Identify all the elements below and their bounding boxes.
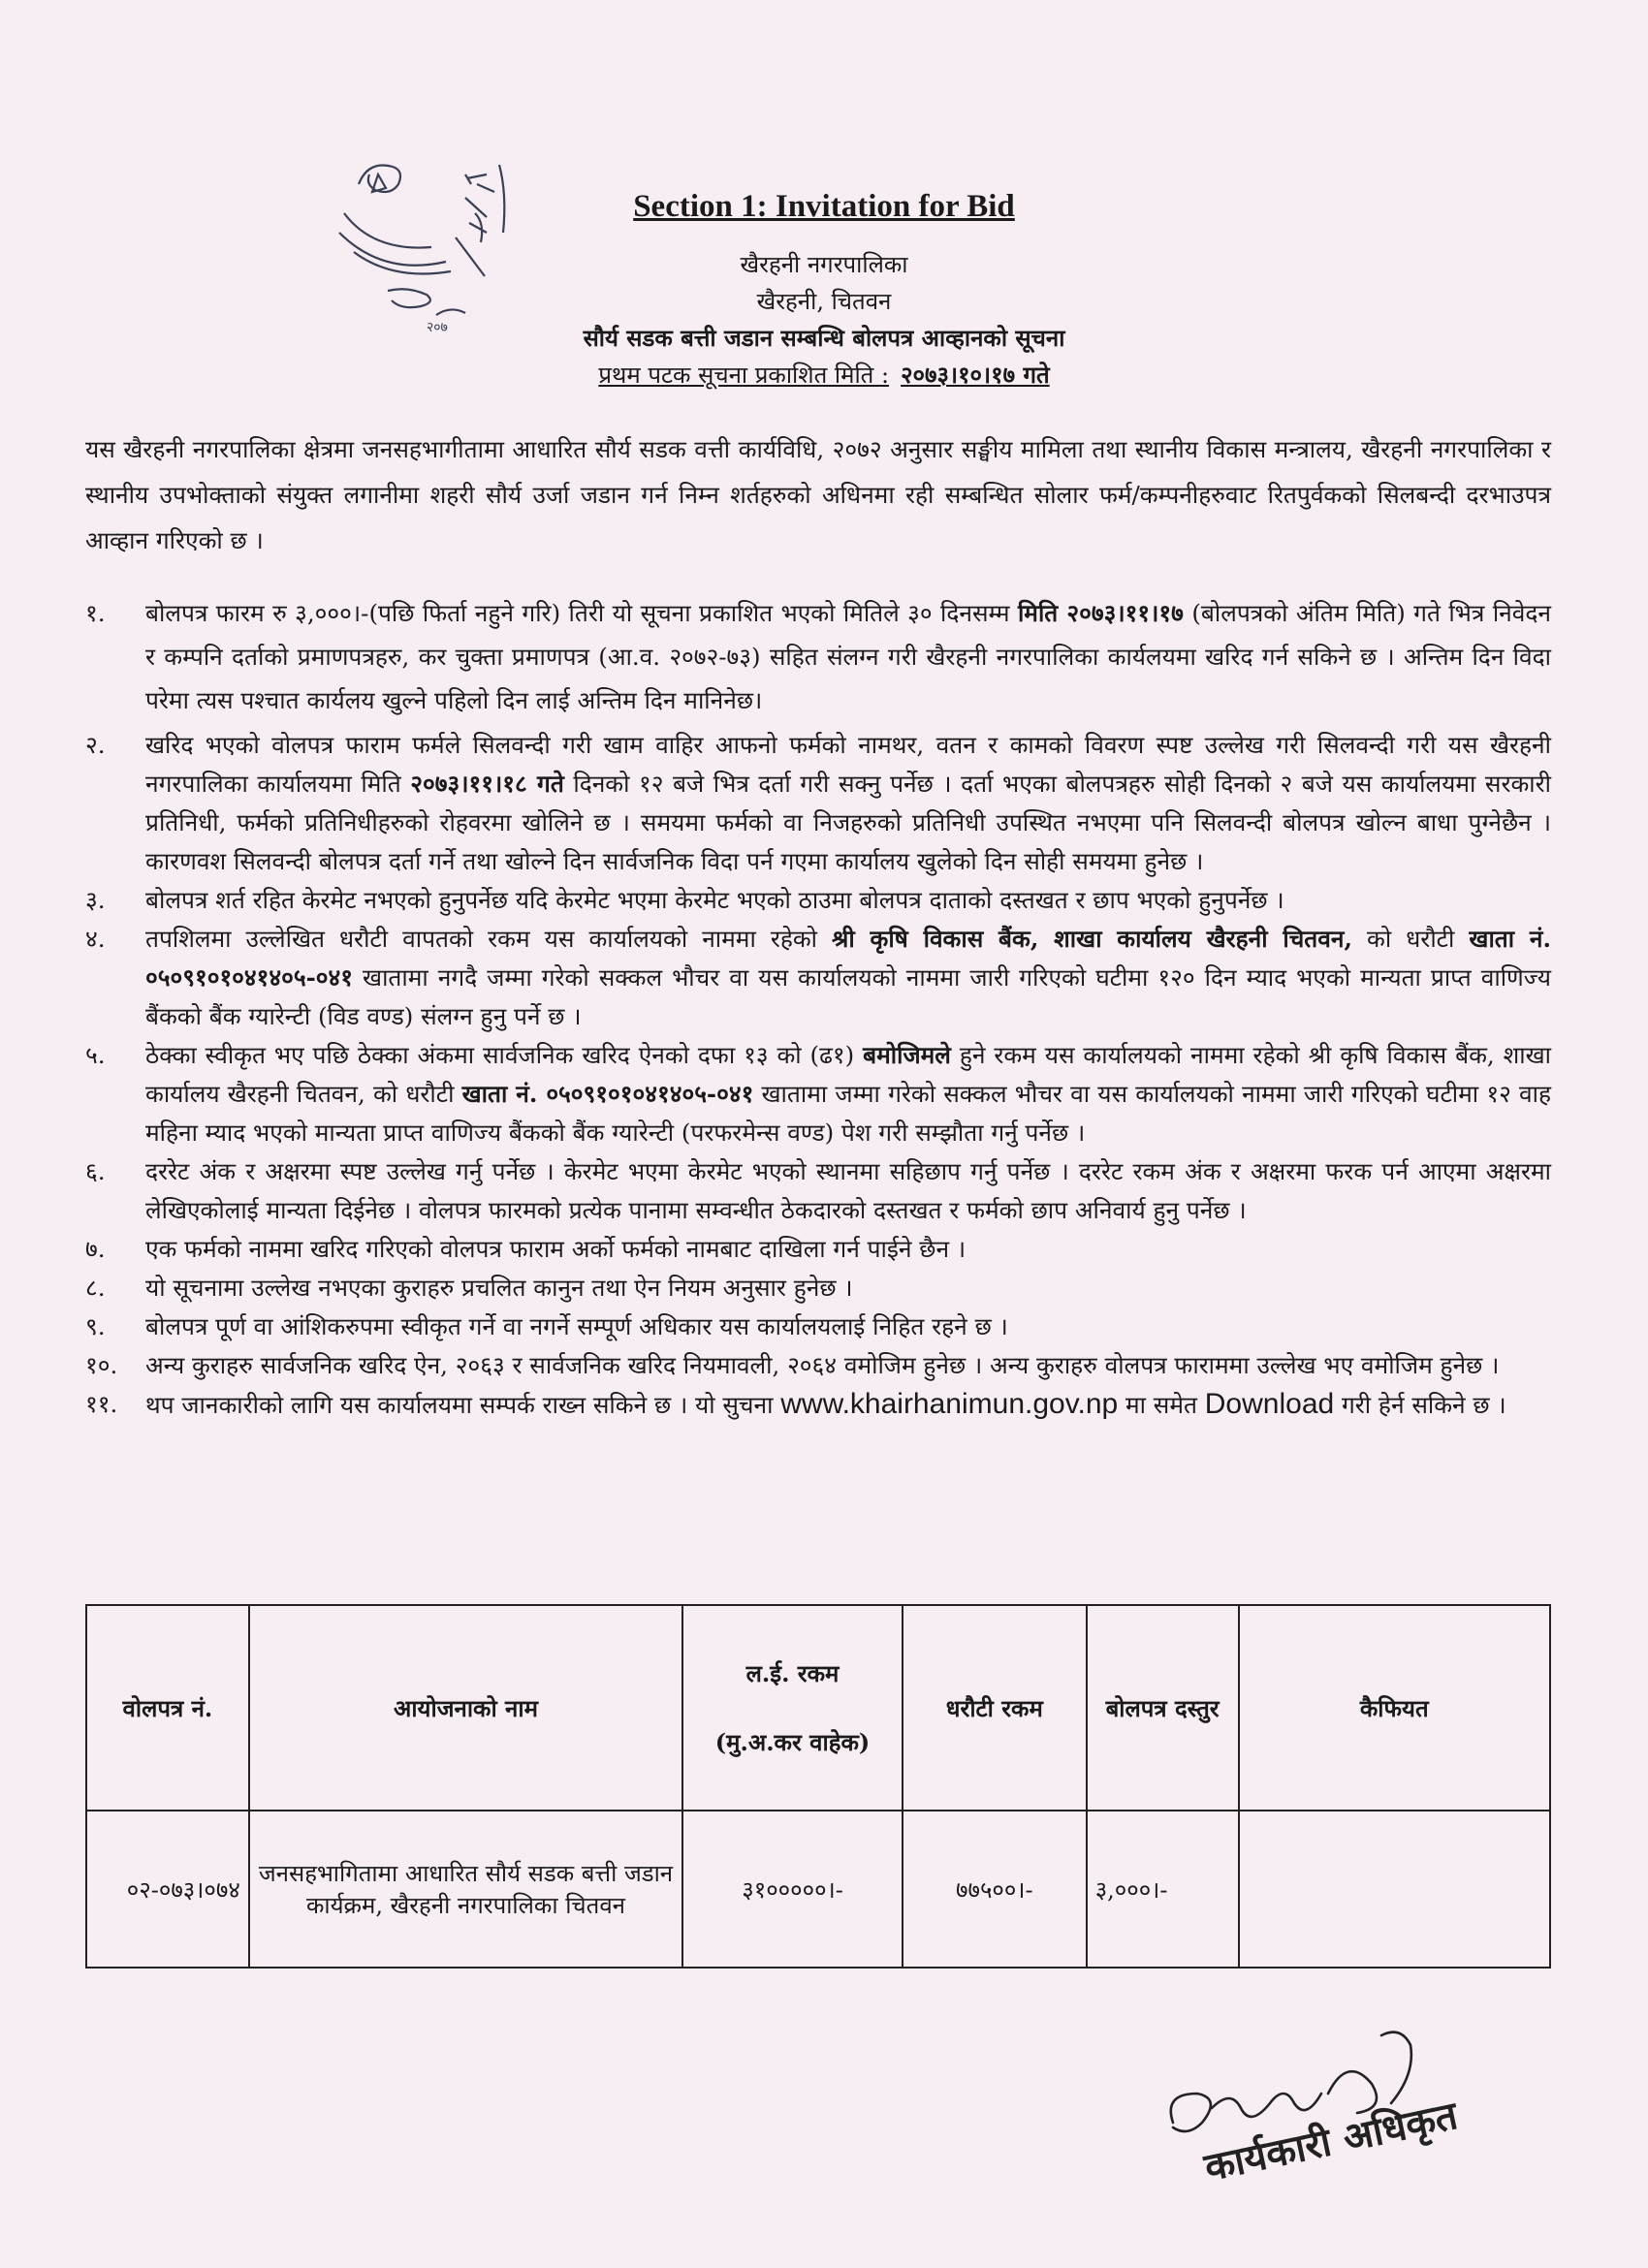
table-header-row	[86, 1605, 1550, 1811]
intro-paragraph: यस खैरहनी नगरपालिका क्षेत्रमा जनसहभागीतामा आधारित सौर्य सडक वत्ती कार्यविधि, २०७२ अनुसार सङ्घीय मामिला तथा स्थानीय विकास मन्त्रालय, खैरहनी नगरपालिका र स्थानीय उपभोक्ताको संयुक्त लगानीमा शहरी सौर्य उर्जा जडान गर्न निम्न शर्तहरुको अधिनमा रही सम्बन्धित सोलार फर्म/कम्पनीहरुवाट रितपुर्वकको सिलबन्दी दरभाउपत्र आव्हान गरिएको छ ।	[85, 435, 1551, 554]
publish-date-label: प्रथम पटक सूचना प्रकाशित मिति :	[598, 362, 890, 389]
terms-list	[85, 591, 1551, 1425]
item-number: १०.	[85, 1351, 118, 1379]
cell-project: जनसहभागितामा आधारित सौर्य सडक बत्ती जडान कार्यक्रम, खैरहनी नगरपालिका चितवन	[249, 1811, 682, 1968]
cell-bid-no: ०२-०७३।०७४	[86, 1811, 249, 1968]
cell-fee: ३,०००।-	[1087, 1811, 1239, 1968]
list-item	[85, 1346, 1551, 1385]
col-bid-no: वोलपत्र नं.	[86, 1605, 249, 1811]
item-number: ९.	[85, 1312, 106, 1340]
item-number: ६.	[85, 1157, 106, 1185]
svg-text:२०७: २०७	[427, 320, 448, 335]
cell-deposit: ७७५००।-	[903, 1811, 1087, 1968]
org-name: खैरहनी नगरपालिका	[740, 251, 908, 278]
item-number: ४.	[85, 925, 106, 953]
list-item	[85, 1036, 1551, 1152]
item-number: ५.	[85, 1041, 106, 1069]
list-item	[85, 881, 1551, 920]
list-item	[85, 591, 1551, 722]
item-text: यो सूचनामा उल्लेख नभएका कुराहरु प्रचलित कानुन तथा ऐन नियम अनुसार हुनेछ ।	[145, 1274, 853, 1302]
table-row	[86, 1811, 1550, 1968]
list-item	[85, 1152, 1551, 1230]
org-location: खैरहनी, चितवन	[756, 288, 892, 315]
item-text: बोलपत्र फारम रु ३,०००।-(पछि फिर्ता नहुने गरि) तिरी यो सूचना प्रकाशित भएको मितिले ३० दिनसम्म मिति २०७३।११।१७ (बोलपत्रको अंतिम मिति) गते भित्र निवेदन र कम्पनि दर्ताको प्रमाणपत्रहरु, कर चुक्ता प्रमाणपत्र (आ.व. २०७२-७३) सहित संलग्न गरी खैरहनी नगरपालिका कार्यलयमा खरिद गर्न सकिने छ । अन्तिम दिन विदा परेमा त्यस पश्चात कार्यलय खुल्ने पहिलो दिन लाई अन्तिम दिन मानिनेछ।	[145, 599, 1551, 714]
col-estimate-sub: (मु.अ.कर वाहेक)	[714, 1728, 871, 1756]
office-stamp	[320, 145, 523, 339]
notice-header	[543, 189, 1105, 394]
item-number: ७.	[85, 1235, 106, 1263]
item-text: तपशिलमा उल्लेखित धरौटी वापतको रकम यस कार्यालयको नाममा रहेको श्री कृषि विकास बैंक, शाखा कार्यालय खैरहनी चितवन, को धरौटी खाता नं. ०५०९१०१०४१४०५-०४१ खातामा नगदै जम्मा गरेको सक्कल भौचर वा यस कार्यालयको नाममा जारी गरिएको घटीमा १२० दिन म्याद भएको मान्यता प्राप्त वाणिज्य बैंकको बैंक ग्यारेन्टी (विड वण्ड) संलग्न हुनु पर्ने छ ।	[145, 925, 1551, 1030]
list-item	[85, 726, 1551, 881]
col-fee: बोलपत्र दस्तुर	[1087, 1605, 1239, 1811]
download-word: Download	[1204, 1388, 1335, 1420]
item-text: बोलपत्र पूर्ण वा आंशिकरुपमा स्वीकृत गर्ने वा नगर्ने सम्पूर्ण अधिकार यस कार्यालयलाई निहित रहने छ ।	[145, 1312, 1008, 1340]
item-number: १.	[85, 599, 106, 627]
notice-title: सौर्य सडक बत्ती जडान सम्बन्धि बोलपत्र आव्हानको सूचना	[583, 324, 1065, 352]
item-text: दररेट अंक र अक्षरमा स्पष्ट उल्लेख गर्नु पर्नेछ । केरमेट भएमा केरमेट भएको स्थानमा सहिछाप गर्नु पर्नेछ । दररेट रकम अंक र अक्षरमा फरक पर्न आएमा अक्षरमा लेखिएकोलाई मान्यता दिईनेछ । वोलपत्र फारमको प्रत्येक पानामा सम्वन्धीत ठेकदारको दस्तखत र फर्मको छाप अनिवार्य हुनु पर्नेछ ।	[145, 1157, 1551, 1224]
item-number: ३.	[85, 886, 106, 914]
section-title: Section 1: Invitation for Bid	[633, 189, 1015, 224]
list-item	[85, 1385, 1551, 1425]
item-number: ८.	[85, 1274, 106, 1302]
list-item	[85, 1230, 1551, 1269]
col-estimate: ल.ई. रकम (मु.अ.कर वाहेक)	[682, 1605, 903, 1811]
list-item	[85, 920, 1551, 1036]
item-number: २.	[85, 731, 106, 759]
list-item	[85, 1269, 1551, 1307]
bid-table	[85, 1604, 1551, 1969]
item-number: ११.	[85, 1390, 118, 1418]
item-text: एक फर्मको नाममा खरिद गरिएको वोलपत्र फाराम अर्को फर्मको नामबाट दाखिला गर्न पाईने छैन ।	[145, 1235, 967, 1263]
item-text: बोलपत्र शर्त रहित केरमेट नभएको हुनुपर्नेछ यदि केरमेट भएमा केरमेट भएको ठाउमा बोलपत्र दाताको दस्तखत र छाप भएको हुनुपर्नेछ ।	[145, 886, 1284, 914]
item-text: खरिद भएको वोलपत्र फाराम फर्मले सिलवन्दी गरी खाम वाहिर आफनो फर्मको नामथर, वतन र कामको विवरण स्पष्ट उल्लेख गरी सिलवन्दी गरी यस खैरहनी नगरपालिका कार्यालयमा मिति २०७३।११।१८ गते दिनको १२ बजे भित्र दर्ता गरी सक्नु पर्नेछ । दर्ता भएका बोलपत्रहरु सोही दिनको २ बजे यस कार्यालयमा सरकारी प्रतिनिधी, फर्मको प्रतिनिधीहरुको रोहवरमा खोलिने छ । समयमा फर्मको वा निजहरुको प्रतिनिधी उपस्थित नभएमा पनि सिलवन्दी बोलपत्र खोल्न बाधा पुग्नेछैन । कारणवश सिलवन्दी बोलपत्र दर्ता गर्ने तथा खोल्ने दिन सार्वजनिक विदा पर्न गएमा कार्यालय खुलेको दिन सोही समयमा हुनेछ ।	[145, 731, 1551, 875]
list-item	[85, 1307, 1551, 1346]
cell-remarks	[1239, 1811, 1550, 1968]
publish-date-line	[543, 357, 1105, 394]
col-remarks: कैफियत	[1239, 1605, 1550, 1811]
item-text: ठेक्का स्वीकृत भए पछि ठेक्का अंकमा सार्वजनिक खरिद ऐनको दफा १३ को (ढ१) बमोजिमले हुने रकम यस कार्यालयको नाममा रहेको श्री कृषि विकास बैंक, शाखा कार्यालय खैरहनी चितवन, को धरौटी खाता नं. ०५०९१०१०४१४०५-०४१ खातामा जम्मा गरेको सक्कल भौचर वा यस कार्यालयको नाममा जारी गरिएको घटीमा १२ वाह महिना म्याद भएको मान्यता प्राप्त वाणिज्य बैंकको बैंक ग्यारेन्टी (परफरमेन्स वण्ड) पेश गरी सम्झौता गर्नु पर्नेछ ।	[145, 1041, 1551, 1147]
col-deposit: धरौटी रकम	[903, 1605, 1087, 1811]
item-text: अन्य कुराहरु सार्वजनिक खरिद ऐन, २०६३ र सार्वजनिक खरिद नियमावली, २०६४ वमोजिम हुनेछ । अन्य कुराहरु वोलपत्र फाराममा उल्लेख भए वमोजिम हुनेछ ।	[145, 1351, 1500, 1379]
cell-estimate: ३१०००००।-	[682, 1811, 903, 1968]
website-link[interactable]: www.khairhanimun.gov.np	[780, 1388, 1119, 1420]
officer-title: कार्यकारी अधिकृत	[1200, 2092, 1462, 2190]
item-text: थप जानकारीको लागि यस कार्यालयमा सम्पर्क राख्न सकिने छ । यो सुचना www.khairhanimun.gov.np मा समेत Download गरी हेर्न सकिने छ ।	[145, 1388, 1506, 1420]
col-project: आयोजनाको नाम	[249, 1605, 682, 1811]
publish-date: २०७३।१०।१७ गते	[901, 361, 1050, 389]
